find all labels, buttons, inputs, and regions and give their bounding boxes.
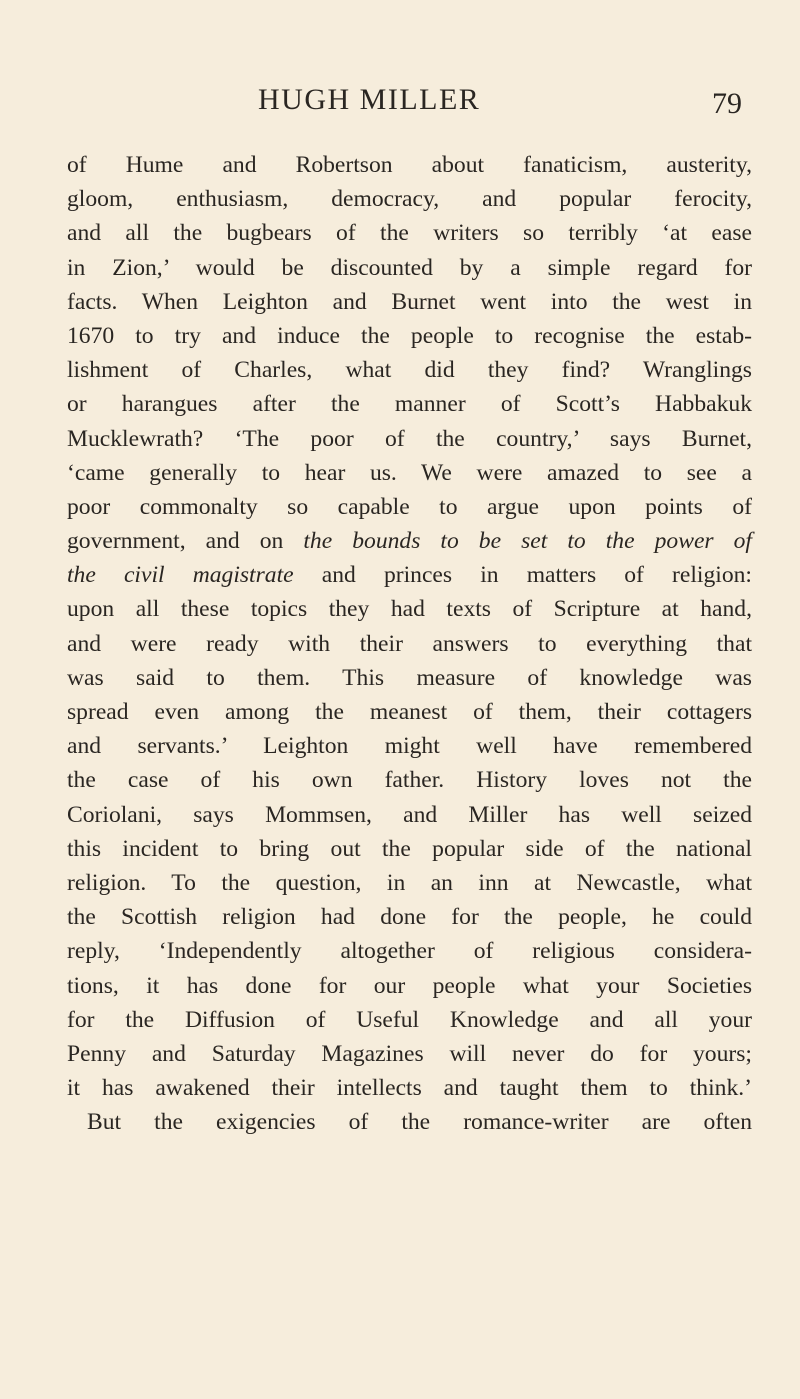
text-line: poor commonalty so capable to argue upon points of (67, 493, 752, 520)
body-text (67, 148, 752, 1139)
text-line: the Scottish religion had done for the people, he could (67, 904, 752, 931)
text-segment: government, and on (67, 528, 304, 555)
text-line: for the Diffusion of Useful Knowledge and all your (67, 1006, 752, 1033)
text-line: upon all these topics they had texts of Scripture at hand, (67, 596, 752, 623)
text-line: gloom, enthusiasm, democracy, and popular ferocity, (67, 186, 752, 213)
text-line-with-italic (67, 524, 752, 558)
text-line: the case of his own father. History loves not the (67, 767, 752, 794)
text-line-with-italic (67, 558, 752, 592)
text-line: Mucklewrath? ‘The poor of the country,’ says Burnet, (67, 425, 752, 452)
text-line: or harangues after the manner of Scott’s Habbakuk (67, 391, 752, 418)
text-line-paragraph-start: But the exigencies of the romance-writer are often (87, 1109, 752, 1136)
running-title: HUGH MILLER (258, 83, 481, 116)
running-head (0, 80, 800, 120)
italic-phrase: the civil magistrate (67, 562, 294, 589)
page-number: 79 (712, 87, 742, 120)
text-line: spread even among the meanest of them, their cottagers (67, 699, 752, 725)
text-line: 1670 to try and induce the people to recognise the estab- (67, 322, 752, 349)
text-line: and servants.’ Leighton might well have remembered (67, 733, 752, 760)
text-line: and all the bugbears of the writers so terribly ‘at ease (67, 220, 752, 247)
text-line: Coriolani, says Mommsen, and Miller has well seized (67, 801, 752, 828)
text-segment: and princes in matters of religion: (293, 562, 752, 589)
text-line: ‘came generally to hear us. We were amazed to see a (67, 459, 752, 486)
text-line: reply, ‘Independently altogether of religious considera- (67, 938, 752, 965)
text-line: religion. To the question, in an inn at Newcastle, what (67, 869, 752, 896)
text-line: this incident to bring out the popular side of the national (67, 835, 752, 862)
text-line: and were ready with their answers to everything that (67, 630, 752, 657)
text-line: Penny and Saturday Magazines will never do for yours; (67, 1040, 752, 1067)
text-line: lishment of Charles, what did they find? Wranglings (67, 357, 752, 384)
italic-phrase: the bounds to be set to the power of (303, 528, 752, 555)
text-line: of Hume and Robertson about fanaticism, austerity, (67, 152, 752, 178)
text-line: in Zion,’ would be discounted by a simple regard for (67, 254, 752, 281)
text-line: was said to them. This measure of knowledge was (67, 664, 752, 691)
text-line: tions, it has done for our people what your Societies (67, 972, 752, 999)
text-line: facts. When Leighton and Burnet went into the west in (67, 288, 752, 315)
text-line: it has awakened their intellects and taught them to think.’ (67, 1075, 752, 1102)
